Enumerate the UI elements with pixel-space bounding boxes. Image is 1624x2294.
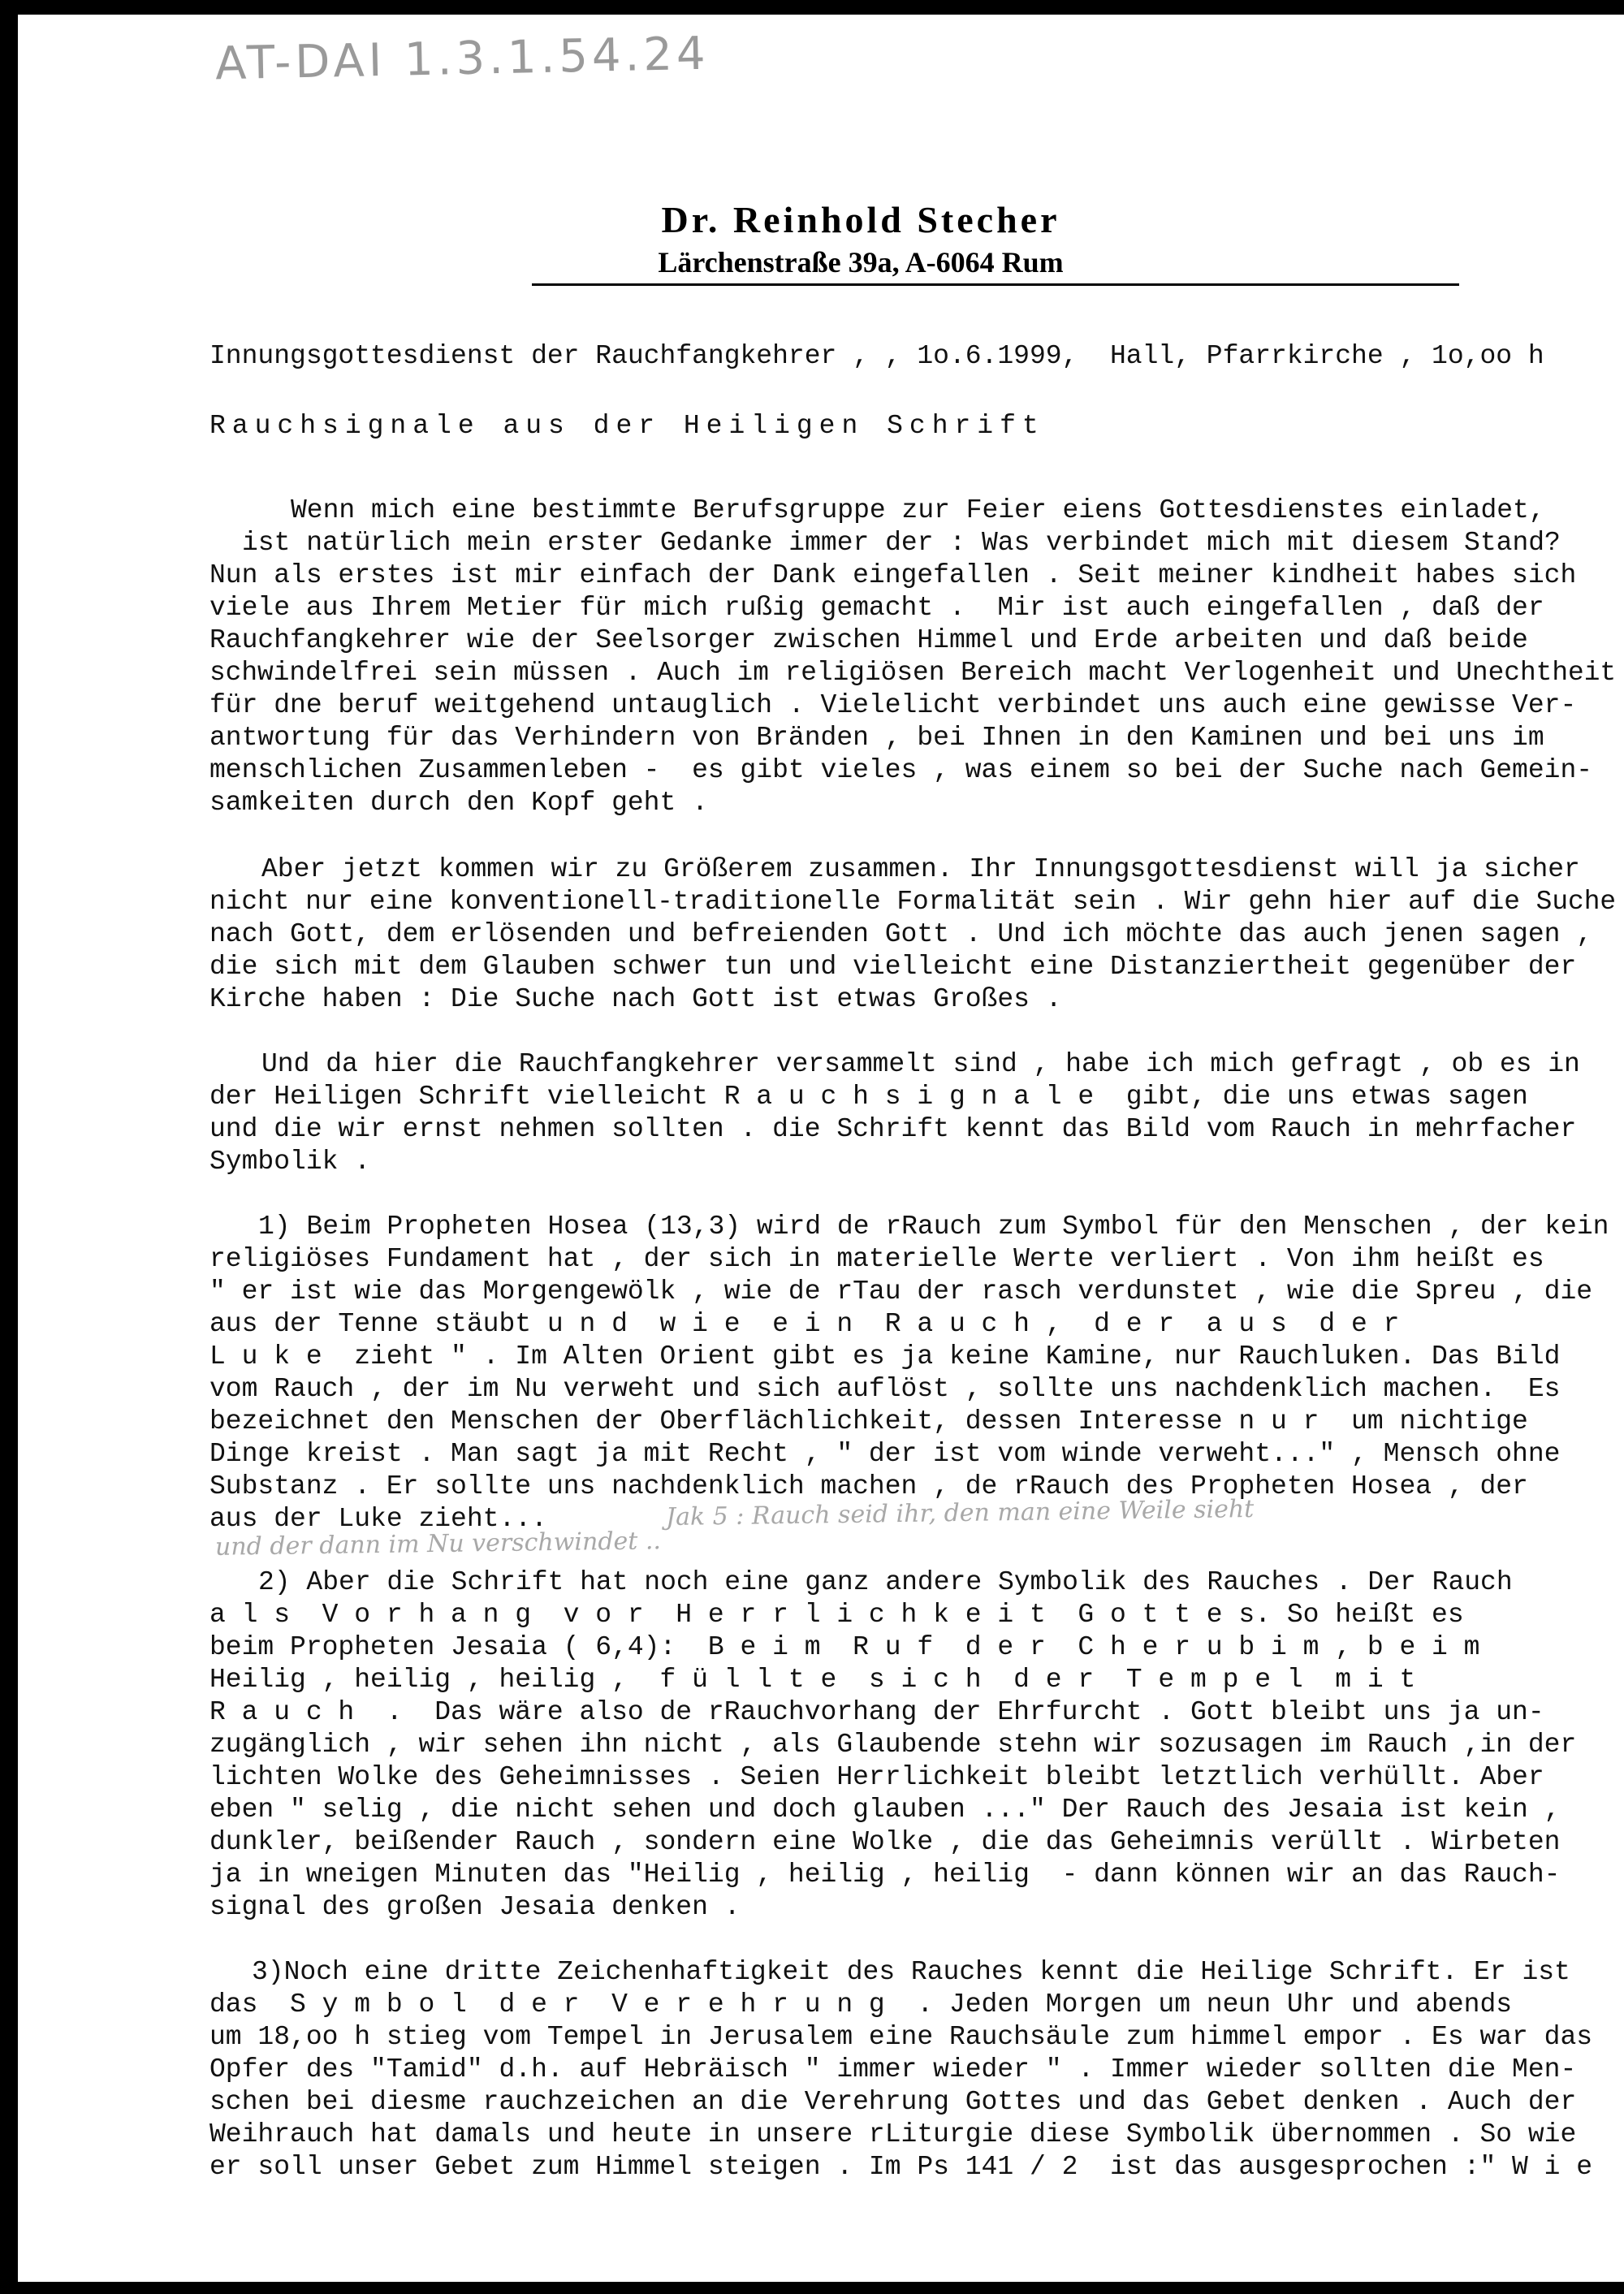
letterhead-address: Lärchenstraße 39a, A-6064 Rum	[658, 246, 1064, 279]
body-line: der Heiligen Schrift vielleicht R a u c h s i g n a l e gibt, die uns etwas sagen	[209, 1082, 1528, 1112]
body-line: lichten Wolke des Geheimnisses . Seien Herrlichkeit bleibt letztlich verhüllt. Aber	[209, 1762, 1544, 1792]
body-line: nach Gott, dem erlösenden und befreienden Gott . Und ich möchte das auch jenen sagen ,	[209, 919, 1593, 949]
body-line: Weihrauch hat damals und heute in unsere rLiturgie diese Symbolik übernommen . So wie	[209, 2119, 1577, 2149]
body-line: die sich mit dem Glauben schwer tun und vielleicht eine Distanziertheit gegenüber der	[209, 952, 1577, 982]
body-line: Aber jetzt kommen wir zu Größerem zusammen. Ihr Innungsgottesdienst will ja sicher	[261, 854, 1580, 884]
handwritten-annotation: und der dann im Nu verschwindet ..	[214, 1527, 662, 1562]
body-line: und die wir ernst nehmen sollten . die Schrift kennt das Bild vom Rauch in mehrfacher	[209, 1114, 1577, 1144]
body-line: Opfer des "Tamid" d.h. auf Hebräisch " immer wieder " . Immer wieder sollten die Men-	[209, 2054, 1577, 2084]
body-line: nicht nur eine konventionell-traditionelle Formalität sein . Wir gehn hier auf die Suche	[209, 887, 1617, 917]
body-line: signal des großen Jesaia denken .	[209, 1892, 741, 1922]
event-line: Innungsgottesdienst der Rauchfangkehrer , , 1o.6.1999, Hall, Pfarrkirche , 1o,oo h	[209, 341, 1544, 371]
body-line: Nun als erstes ist mir einfach der Dank eingefallen . Seit meiner kindheit habes sich	[209, 560, 1577, 590]
body-line: beim Propheten Jesaia ( 6,4): B e i m R u f d e r C h e r u b i m , b e i m	[209, 1632, 1480, 1662]
body-line: Substanz . Er sollte uns nachdenklich machen , de rRauch des Propheten Hosea , der	[209, 1471, 1528, 1501]
handwritten-annotation: Jak 5 : Rauch seid ihr, den man eine Weile sieht	[665, 1494, 1255, 1532]
body-line: " er ist wie das Morgengewölk , wie de rTau der rasch verdunstet , wie die Spreu , die	[209, 1277, 1593, 1307]
body-line: Kirche haben : Die Suche nach Gott ist etwas Großes .	[209, 984, 1062, 1014]
body-line: aus der Tenne stäubt u n d w i e e i n R a u c h , d e r a u s d e r	[209, 1309, 1400, 1339]
body-line: um 18,oo h stieg vom Tempel in Jerusalem eine Rauchsäule zum himmel empor . Es war das	[209, 2022, 1593, 2052]
body-line: Symbolik .	[209, 1147, 371, 1177]
archive-signature-mark: AT-DAI 1.3.1.54.24	[214, 27, 710, 91]
letterhead-name: Dr. Reinhold Stecher	[661, 199, 1060, 240]
body-line: aus der Luke zieht...	[209, 1504, 547, 1534]
body-line: das S y m b o l d e r V e r e h r u n g . Jeden Morgen um neun Uhr und abends	[209, 1989, 1513, 2020]
body-line: L u k e zieht " . Im Alten Orient gibt es ja keine Kamine, nur Rauchluken. Das Bild	[209, 1341, 1561, 1372]
body-line: dunkler, beißender Rauch , sondern eine Wolke , die das Geheimnis verüllt . Wirbeten	[209, 1827, 1561, 1857]
body-line: schen bei diesme rauchzeichen an die Verehrung Gottes und das Gebet denken . Auch der	[209, 2087, 1577, 2117]
body-line: schwindelfrei sein müssen . Auch im religiösen Bereich macht Verlogenheit und Unechtheit	[209, 658, 1617, 688]
body-line: 3)Noch eine dritte Zeichenhaftigkeit des Rauches kennt die Heilige Schrift. Er ist	[252, 1957, 1570, 1987]
body-line: antwortung für das Verhindern von Bränden , bei Ihnen in den Kaminen und bei uns im	[209, 723, 1544, 753]
body-line: Wenn mich eine bestimmte Berufsgruppe zur Feier eiens Gottesdienstes einladet,	[291, 495, 1545, 525]
body-line: für dne beruf weitgehend untauglich . Vielelicht verbindet uns auch eine gewisse Ver-	[209, 690, 1577, 720]
body-line: ja in wneigen Minuten das "Heilig , heilig , heilig - dann können wir an das Rauch-	[209, 1860, 1561, 1890]
body-line: Heilig , heilig , heilig , f ü l l t e s i c h d e r T e m p e l m i t	[209, 1665, 1416, 1695]
body-line: 1) Beim Propheten Hosea (13,3) wird de rRauch zum Symbol für den Menschen , der kein	[258, 1212, 1609, 1242]
body-line: religiöses Fundament hat , der sich in materielle Werte verliert . Von ihm heißt es	[209, 1244, 1544, 1274]
body-line: Dinge kreist . Man sagt ja mit Recht , " der ist vom winde verweht..." , Mensch ohne	[209, 1439, 1561, 1469]
body-line: Und da hier die Rauchfangkehrer versammelt sind , habe ich mich gefragt , ob es in	[261, 1049, 1580, 1079]
body-line: er soll unser Gebet zum Himmel steigen . Im Ps 141 / 2 ist das ausgesprochen :" W i e	[209, 2152, 1593, 2182]
body-line: menschlichen Zusammenleben - es gibt vieles , was einem so bei der Suche nach Gemein-	[209, 755, 1593, 785]
body-line: viele aus Ihrem Metier für mich rußig gemacht . Mir ist auch eingefallen , daß der	[209, 593, 1544, 623]
body-line: R a u c h . Das wäre also de rRauchvorhang der Ehrfurcht . Gott bleibt uns ja un-	[209, 1697, 1544, 1727]
body-line: 2) Aber die Schrift hat noch eine ganz andere Symbolik des Rauches . Der Rauch	[258, 1567, 1513, 1597]
body-line: a l s V o r h a n g v o r H e r r l i c h k e i t G o t t e s. So heißt es	[209, 1600, 1464, 1630]
letterhead-divider	[532, 283, 1459, 286]
document-title: Rauchsignale aus der Heiligen Schrift	[209, 411, 1045, 441]
body-line: Rauchfangkehrer wie der Seelsorger zwischen Himmel und Erde arbeiten und daß beide	[209, 625, 1528, 655]
body-line: eben " selig , die nicht sehen und doch glauben ..." Der Rauch des Jesaia ist kein ,	[209, 1795, 1561, 1825]
body-line: bezeichnet den Menschen der Oberflächlichkeit, dessen Interesse n u r um nichtige	[209, 1406, 1528, 1436]
body-line: zugänglich , wir sehen ihn nicht , als Glaubende stehn wir sozusagen im Rauch ,in der	[209, 1730, 1577, 1760]
body-line: ist natürlich mein erster Gedanke immer der : Was verbindet mich mit diesem Stand?	[242, 528, 1561, 558]
body-line: samkeiten durch den Kopf geht .	[209, 788, 708, 818]
body-line: vom Rauch , der im Nu verweht und sich auflöst , sollte uns nachdenklich machen. Es	[209, 1374, 1561, 1404]
